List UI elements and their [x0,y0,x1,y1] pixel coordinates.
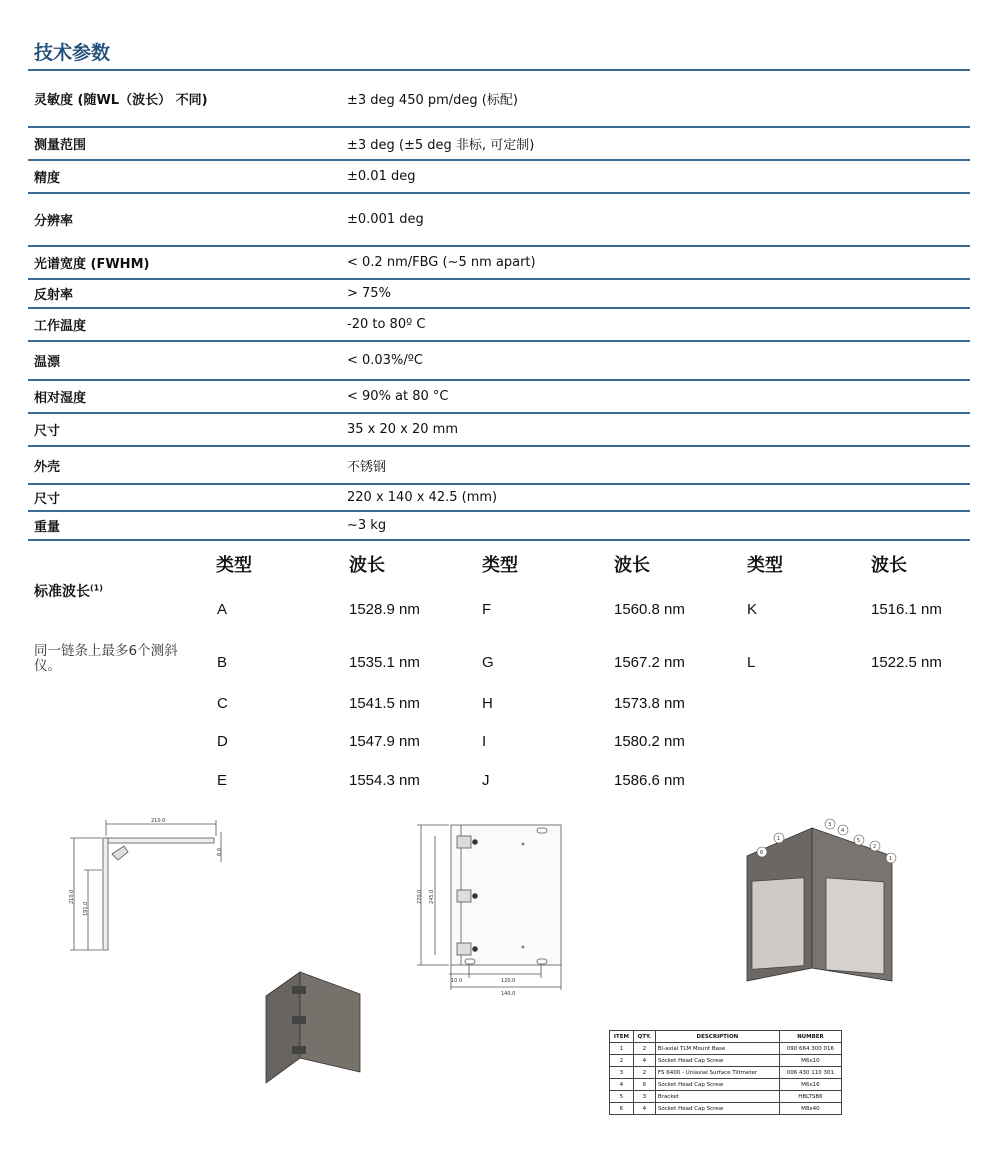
spec-value: < 0.03%/ºC [347,353,423,368]
spec-value: < 0.2 nm/FBG (~5 nm apart) [347,255,536,270]
spec-row [28,485,970,512]
dim-right: 8.0 [217,848,223,856]
page-title: 技术参数 [34,42,111,64]
header-wavelength: 波长 [871,555,907,576]
bom-row: 2 4 Socket Head Cap Screw M6x10 [610,1055,842,1067]
assembly-isometric [742,816,900,988]
spec-row [28,194,970,247]
wl-value: 1586.6 nm [614,772,685,789]
callout-label: 4 [841,828,845,834]
spec-label: 外壳 [34,459,61,475]
spec-label: 重量 [34,520,61,535]
spec-label: 尺寸 [34,492,61,507]
wl-type: G [482,654,494,671]
spec-value: 220 x 140 x 42.5 (mm) [347,490,498,505]
dim-inner: 245.0 [429,889,435,904]
dim-top: 210.0 [151,818,166,824]
spec-row [28,414,970,447]
bom-row: 1 2 Bi-axial TLM Mount Base 090 664 300 016 [610,1043,842,1055]
spec-label: 反射率 [34,288,74,303]
wl-type: F [482,601,492,618]
spec-value: < 90% at 80 °C [347,389,449,404]
spec-label: 工作温度 [34,319,87,334]
wl-value: 1567.2 nm [614,654,685,671]
wl-type: A [217,601,228,618]
wl-value: 1554.3 nm [349,772,420,789]
header-type: 类型 [747,555,783,576]
wl-type: B [217,654,228,671]
callout-label: 1 [889,856,893,862]
spec-label: 分辨率 [34,214,74,229]
spec-row [28,71,970,128]
chain-note: 同一链条上最多6个测斜仪。 [34,643,178,674]
spec-label: 测量范围 [34,138,87,153]
spec-row [28,128,970,161]
bom-row: 4 6 Socket Head Cap Screw M6x16 [610,1079,842,1091]
wl-type: D [217,733,228,750]
dim-outer: 270.0 [417,889,423,904]
wl-value: 1516.1 nm [871,601,942,618]
header-wavelength: 波长 [614,555,650,576]
wl-value: 1573.8 nm [614,695,685,712]
spec-label: 尺寸 [34,424,61,439]
spec-row [28,512,970,541]
wl-value: 1528.9 nm [349,601,420,618]
spec-value: ±0.001 deg [347,212,424,227]
callout-label: 3 [828,822,832,828]
spec-value: ±3 deg (±5 deg 非标, 可定制) [347,138,535,153]
callout-label: 2 [873,844,877,850]
spec-label: 相对湿度 [34,391,87,406]
dim-b: 120.0 [501,978,516,984]
spec-value: 35 x 20 x 20 mm [347,422,459,437]
wl-type: C [217,695,228,712]
wl-value: 1547.9 nm [349,733,420,750]
bracket-render [262,968,364,1086]
bom-header: NUMBER [779,1031,841,1043]
side-view-drawing [66,812,232,960]
header-type: 类型 [482,555,518,576]
bom-row: 6 4 Socket Head Cap Screw M8x40 [610,1103,842,1115]
bom-header-row [610,1031,842,1043]
spec-value: > 75% [347,286,391,301]
spec-label: 光谱宽度 (FWHM) [34,257,150,272]
wl-value: 1580.2 nm [614,733,685,750]
wl-type: I [482,733,487,750]
wl-type: E [217,772,228,789]
spec-row [28,447,970,485]
wl-type: L [747,654,756,671]
dim-left-outer: 210.0 [69,889,75,904]
wl-type: K [747,601,758,618]
callout-label: 6 [760,850,764,856]
standard-wavelength-title: 标准波长$^{(1)}$ [34,583,103,600]
header-wavelength: 波长 [349,555,385,576]
spec-row [28,280,970,309]
wl-value: 1522.5 nm [871,654,942,671]
front-view-drawing [413,822,565,1000]
wl-type: H [482,695,493,712]
header-type: 类型 [216,555,252,576]
wl-value: 1560.8 nm [614,601,685,618]
spec-row [28,342,970,381]
spec-label: 精度 [34,171,61,186]
spec-row [28,247,970,280]
spec-value: ~3 kg [347,518,387,533]
bom-table [609,1030,842,1115]
spec-row [28,161,970,194]
dim-c: 140.0 [501,991,516,997]
bom-row: 5 3 Bracket HBLTSB6 [610,1091,842,1103]
bom-row: 3 2 FS 6400 - Uniaxial Surface Tiltmeter 006 430 110 301 [610,1067,842,1079]
spec-table [28,71,970,541]
footnote-mark: (1) [90,583,103,593]
spec-value: -20 to 80º C [347,317,426,332]
wl-value: 1541.5 nm [349,695,420,712]
wl-value: 1535.1 nm [349,654,420,671]
spec-row [28,309,970,342]
bom-header: DESCRIPTION [655,1031,779,1043]
callout-label: 1 [777,836,781,842]
wavelength-table [28,541,970,801]
wl-type: J [482,772,490,789]
spec-value: 不锈钢 [347,459,387,475]
dim-left-inner: 191.0 [83,901,89,916]
callout-label: 5 [857,838,861,844]
bom-header: ITEM [610,1031,634,1043]
spec-row [28,381,970,414]
bom-header: QTY. [633,1031,655,1043]
spec-value: ±0.01 deg [347,169,416,184]
spec-value: ±3 deg 450 pm/deg (标配) [347,93,518,108]
spec-label: 灵敏度 (随WL（波长） 不同) [34,93,208,108]
dim-a: 10.0 [451,978,463,984]
spec-label: 温漂 [34,355,61,370]
